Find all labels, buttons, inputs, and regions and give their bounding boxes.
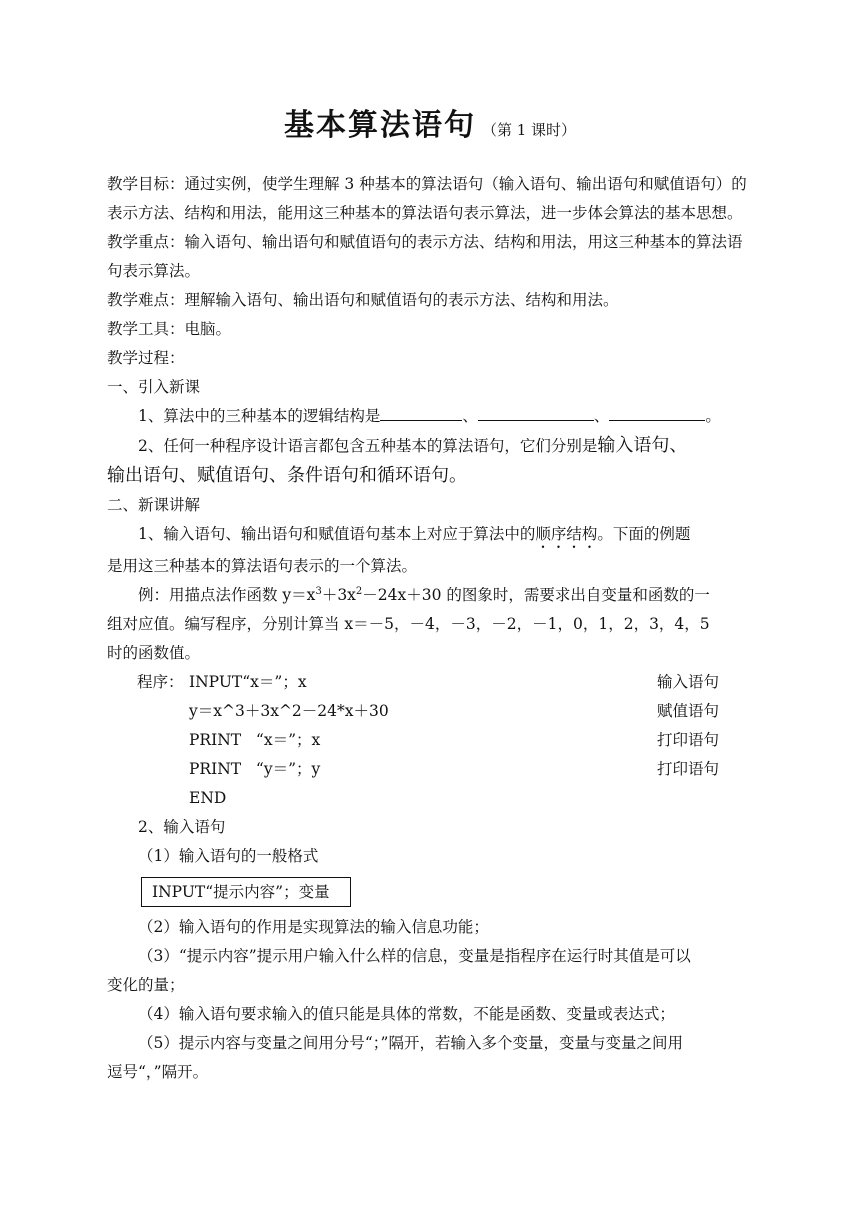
point-3-cont: 变化的量； [107,976,185,994]
point-4: （4）输入语句要求输入的值只能是具体的常数，不能是函数、变量或表达式； [138,1005,675,1023]
program-stmt: PRINT “x＝”；x [189,731,321,749]
item1-text: 1、算法中的三种基本的逻辑结构是 [138,407,381,425]
p1-emphasis: 顺序结构 [535,525,598,543]
page-title [0,100,860,144]
subsection-input-heading: 2、输入语句 [138,818,226,836]
lesson-body [107,170,757,1087]
section1-item2-cont [107,461,757,491]
item2-answer-b: 输出语句、赋值语句、条件语句和循环语句。 [107,465,467,486]
p1-b: 。下面的例题 [597,525,691,543]
title-subtitle: （第 1 课时） [481,121,577,139]
format-heading: （1）输入语句的一般格式 [138,847,319,865]
program-stmt: y＝x^3＋3x^2－24*x＋30 [189,702,389,720]
section1-item2 [107,431,757,461]
point-5: （5）提示内容与变量之间用分号“；”隔开，若输入多个变量，变量与变量之间用 [138,1034,683,1052]
program-stmt: PRINT “y＝”；y [189,760,321,778]
point-2: （2）输入语句的作用是实现算法的输入信息功能； [138,918,489,936]
section2-p1 [107,520,757,552]
item2-answer-a: 输入语句、 [597,435,688,456]
program-label: 程序： [137,673,184,691]
section2-heading: 二、新课讲解 [107,496,201,514]
example-line3: 时的函数值。 [107,644,201,662]
item1-sep1: 、 [462,407,478,425]
program-note: 赋值语句 [657,702,720,720]
program-note [657,784,757,813]
program-row [107,784,757,813]
program-block [107,668,757,813]
example-line2: 组对应值。编写程序，分别计算当 x＝－5，－4，－3，－2，－1，0，1，2，3，4，5 [107,615,710,633]
teaching-tools: 教学工具：电脑。 [107,320,232,338]
program-row [107,668,757,697]
section2-p1-cont: 是用这三种基本的算法语句表示的一个算法。 [107,557,418,575]
program-stmt: INPUT“x＝”；x [189,673,307,691]
ex-sup1: 3 [315,585,322,597]
program-note: 打印语句 [657,760,720,778]
teaching-difficulty: 教学难点：理解输入语句、输出语句和赋值语句的表示方法、结构和用法。 [107,291,619,309]
program-row [107,697,757,726]
teaching-process: 教学过程： [107,349,185,367]
ex-a: 例：用描点法作函数 y＝x [138,586,316,604]
point-3: （3）“提示内容”提示用户输入什么样的信息，变量是指程序在运行时其值是可以 [138,947,691,965]
program-stmt: END [189,789,227,807]
program-note: 输入语句 [657,673,720,691]
teaching-objective: 教学目标：通过实例，使学生理解 3 种基本的算法语句（输入语句、输出语句和赋值语句）的表示方法、结构和用法，能用这三种基本的算法语句表示算法，进一步体会算法的基本思想。 [107,175,747,222]
blank-2 [478,403,594,421]
title-main: 基本算法语句 [283,108,476,143]
item2-text: 2、任何一种程序设计语言都包含五种基本的算法语句，它们分别是 [138,437,598,455]
section1-heading: 一、引入新课 [107,378,201,396]
ex-b: ＋3x [321,586,356,604]
point-5-cont: 逗号“，”隔开。 [107,1063,209,1081]
format-box: INPUT“提示内容”；变量 [141,877,351,907]
program-note: 打印语句 [657,731,720,749]
ex-c: －24x＋30 的图象时，需要求出自变量和函数的一 [362,586,710,604]
example-line1 [107,581,757,610]
item1-sep2: 、 [593,407,610,425]
p1-a: 1、输入语句、输出语句和赋值语句基本上对应于算法中的 [138,525,536,543]
section1-item1 [107,402,757,431]
item1-end: 。 [705,407,721,425]
teaching-key-points: 教学重点：输入语句、输出语句和赋值语句的表示方法、结构和用法，用这三种基本的算法语句表示算法。 [107,233,743,280]
blank-3 [609,403,705,421]
program-row [107,755,757,784]
ex-sup2: 2 [355,585,363,597]
blank-1 [380,403,462,421]
program-row [107,726,757,755]
